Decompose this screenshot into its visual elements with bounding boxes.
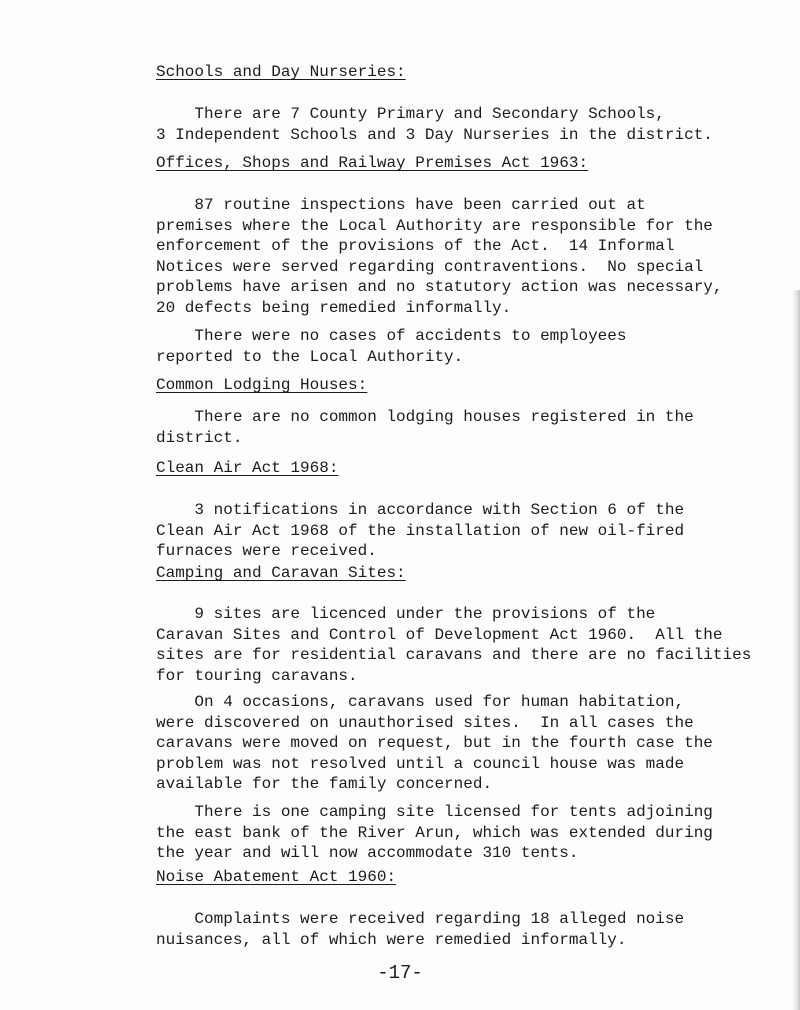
paragraph-offices-accidents [156, 326, 756, 367]
text-line: 20 defects being remedied informally. [156, 298, 512, 317]
scan-edge-shadow [792, 290, 800, 1010]
paragraph-offices-inspections [156, 195, 756, 318]
paragraph-caravan-unauthorised [156, 692, 756, 795]
text-line: Clean Air Act 1968 of the installation of new oil-fired [156, 521, 685, 540]
section-heading-clean-air-act: Clean Air Act 1968: [156, 459, 339, 477]
text-line: There were no cases of accidents to employees [156, 327, 627, 345]
text-line: sites are for residential caravans and there are no facilities [156, 646, 752, 664]
text-line: 9 sites are licenced under the provisions of the [156, 605, 656, 623]
section-heading-noise-abatement: Noise Abatement Act 1960: [156, 868, 397, 886]
text-line: Caravan Sites and Control of Development Act 1960. All the [156, 625, 723, 644]
text-line: On 4 occasions, caravans used for human habitation, [156, 693, 685, 711]
text-line: 3 Independent Schools and 3 Day Nurseries in the district. [156, 125, 713, 144]
text-line: There are 7 County Primary and Secondary Schools, [156, 105, 665, 123]
paragraph-caravan-licences [156, 604, 756, 686]
text-line: Complaints were received regarding 18 alleged noise [156, 910, 685, 928]
text-line: 87 routine inspections have been carried out at [156, 196, 646, 214]
text-line: for touring caravans. [156, 666, 358, 685]
text-line: the year and will now accommodate 310 tents. [156, 844, 579, 862]
text-line: Notices were served regarding contraventions. No special [156, 257, 704, 276]
section-heading-schools: Schools and Day Nurseries: [156, 63, 406, 81]
text-line: premises where the Local Authority are responsible for the [156, 216, 713, 235]
text-line: problems have arisen and no statutory action was necessary, [156, 278, 723, 296]
section-heading-common-lodging-houses: Common Lodging Houses: [156, 376, 368, 394]
section-heading-camping-caravan-sites: Camping and Caravan Sites: [156, 564, 406, 582]
text-line: available for the family concerned. [156, 775, 493, 793]
paragraph-noise-complaints [156, 909, 756, 950]
text-line: enforcement of the provisions of the Act. 14 Informal [156, 237, 675, 255]
text-line: caravans were moved on request, but in the fourth case the [156, 734, 713, 752]
paragraph-clean-air [156, 500, 756, 562]
text-line: were discovered on unauthorised sites. In all cases the [156, 713, 694, 732]
text-line: 3 notifications in accordance with Section 6 of the [156, 501, 685, 519]
text-line: the east bank of the River Arun, which was extended during [156, 823, 713, 842]
text-line: district. [156, 428, 243, 447]
section-heading-offices-shops-railway: Offices, Shops and Railway Premises Act 1963: [156, 154, 589, 172]
text-line: There is one camping site licensed for tents adjoining [156, 803, 713, 821]
paragraph-lodging-houses [156, 407, 756, 448]
paragraph-schools [156, 104, 756, 145]
page-number: -17- [377, 962, 423, 984]
text-line: nuisances, all of which were remedied informally. [156, 930, 627, 949]
text-line: reported to the Local Authority. [156, 347, 464, 366]
text-line: furnaces were received. [156, 542, 377, 560]
text-line: There are no common lodging houses registered in the [156, 408, 694, 426]
text-line: problem was not resolved until a council house was made [156, 754, 685, 773]
paragraph-camping-tents [156, 802, 756, 864]
